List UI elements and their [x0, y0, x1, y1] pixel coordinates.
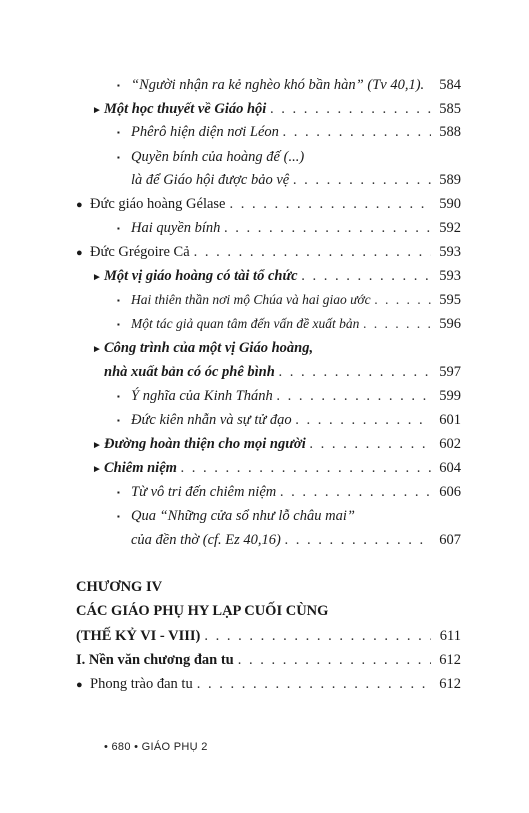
toc-entry-page: 593: [439, 244, 461, 260]
toc-entry-page: 590: [439, 196, 461, 212]
square-bullet-icon: ▪: [117, 128, 120, 137]
round-bullet-icon: ●: [76, 247, 83, 259]
toc-entry: [92, 98, 461, 120]
toc-entry-title: Hai quyền bính: [131, 220, 221, 236]
toc-entry-title: Quyền bính của hoàng đế (...): [131, 149, 305, 165]
page-footer: [104, 741, 208, 753]
chapter-number: CHƯƠNG IV: [76, 579, 163, 595]
toc-entry: [117, 146, 461, 168]
triangle-bullet-icon: ►: [92, 272, 102, 283]
toc-entry-title: Một tác giả quan tâm đến vấn đề xuất bản: [131, 316, 360, 331]
square-bullet-icon: ▪: [117, 153, 120, 162]
round-bullet-icon: ●: [76, 199, 83, 211]
toc-entry-page: 601: [439, 412, 461, 428]
square-bullet-icon: ▪: [117, 81, 120, 90]
toc-entry: [117, 74, 461, 96]
toc-entry-continuation: [131, 529, 461, 551]
toc-entry: [117, 505, 461, 527]
toc-entry-page: 593: [439, 268, 461, 284]
toc-entry-title: của đền thờ (cf. Ez 40,16): [131, 532, 281, 548]
toc-entry-title: Đức kiên nhẫn và sự tử đạo: [131, 412, 292, 428]
toc-entry-title: Ý nghĩa của Kinh Thánh: [131, 388, 273, 404]
square-bullet-icon: ▪: [117, 296, 120, 305]
toc-entry-page: 611: [439, 628, 461, 644]
square-bullet-icon: ▪: [117, 488, 120, 497]
toc-entry: [117, 409, 461, 431]
triangle-bullet-icon: ►: [92, 105, 102, 116]
toc-entry-continuation: [131, 169, 461, 191]
chapter-title: [76, 600, 461, 622]
toc-entry-title: Một vị giáo hoàng có tài tổ chức: [104, 268, 298, 284]
toc-entry-page: 595: [439, 292, 461, 308]
toc-entry: [92, 457, 461, 479]
toc-entry-continuation: [104, 361, 461, 383]
toc-entry-title: Từ vô tri đến chiêm niệm: [131, 484, 277, 500]
footer-dot-icon: •: [104, 741, 109, 753]
toc-entry-page: 604: [439, 460, 461, 476]
toc-entry: [76, 241, 461, 263]
toc-section-title: I. Nền văn chương đan tu: [76, 652, 234, 668]
toc-entry: [92, 433, 461, 455]
toc-entry: [117, 385, 461, 407]
toc-entry: [76, 673, 461, 695]
toc-entry-page: 602: [439, 436, 461, 452]
square-bullet-icon: ▪: [117, 416, 120, 425]
toc-entry-page: 596: [439, 316, 461, 332]
toc-entry: [117, 313, 461, 335]
toc-entry: [117, 289, 461, 311]
toc-entry: [117, 217, 461, 239]
square-bullet-icon: ▪: [117, 320, 120, 329]
toc-entry-page: 612: [439, 652, 461, 668]
toc-entry-title: Đức giáo hoàng Gélase: [90, 196, 226, 212]
toc-entry-title: nhà xuất bản có óc phê bình: [104, 364, 275, 380]
toc-entry-page: 592: [439, 220, 461, 236]
toc-entry-title: Hai thiên thần nơi mộ Chúa và hai giao ước: [131, 292, 371, 307]
toc-entry-page: 607: [439, 532, 461, 548]
triangle-bullet-icon: ►: [92, 464, 102, 475]
toc-entry: [117, 121, 461, 143]
toc-entry-page: 599: [439, 388, 461, 404]
toc-entry-page: 597: [439, 364, 461, 380]
toc-entry-page: 585: [439, 101, 461, 117]
toc-entry-title: “Người nhận ra kẻ nghèo khó bần hàn” (Tv 40,1).: [131, 77, 425, 93]
toc-entry-title: là để Giáo hội được bảo vệ: [131, 172, 290, 188]
chapter-title-line: (THẾ KỶ VI - VIII): [76, 628, 201, 644]
toc-entry-title: Chiêm niệm: [104, 460, 177, 476]
toc-entry-title: Phêrô hiện diện nơi Léon: [131, 124, 279, 140]
toc-entry-title: Một học thuyết về Giáo hội: [104, 101, 267, 117]
footer-page-number: 680: [111, 741, 131, 753]
toc-entry: [92, 337, 461, 359]
round-bullet-icon: ●: [76, 679, 83, 691]
toc-entry-page: 589: [439, 172, 461, 188]
toc-section: [76, 649, 461, 671]
toc-entry-title: Qua “Những cửa sổ như lỗ châu mai”: [131, 508, 355, 524]
toc-entry-title: Đức Grégoire Cả: [90, 244, 190, 260]
square-bullet-icon: ▪: [117, 392, 120, 401]
chapter-label: [76, 576, 461, 598]
toc-entry-page: 606: [439, 484, 461, 500]
toc-entry-page: 584: [439, 77, 461, 93]
toc-entry-page: 588: [439, 124, 461, 140]
square-bullet-icon: ▪: [117, 224, 120, 233]
toc-entry: [117, 481, 461, 503]
toc-entry-title: Phong trào đan tu: [90, 676, 193, 692]
toc-entry-title: Đường hoàn thiện cho mọi người: [104, 436, 306, 452]
toc-entry-title: Công trình của một vị Giáo hoàng,: [104, 340, 314, 356]
toc-entry: [92, 265, 461, 287]
triangle-bullet-icon: ►: [92, 440, 102, 451]
triangle-bullet-icon: ►: [92, 344, 102, 355]
toc-entry: [76, 193, 461, 215]
toc-entry-page: 612: [439, 676, 461, 692]
footer-book-title: GIÁO PHỤ 2: [141, 741, 208, 753]
chapter-title-continuation: [76, 625, 461, 647]
chapter-title-line: CÁC GIÁO PHỤ HY LẠP CUỐI CÙNG: [76, 603, 329, 619]
footer-dot-icon: •: [134, 741, 139, 753]
square-bullet-icon: ▪: [117, 512, 120, 521]
